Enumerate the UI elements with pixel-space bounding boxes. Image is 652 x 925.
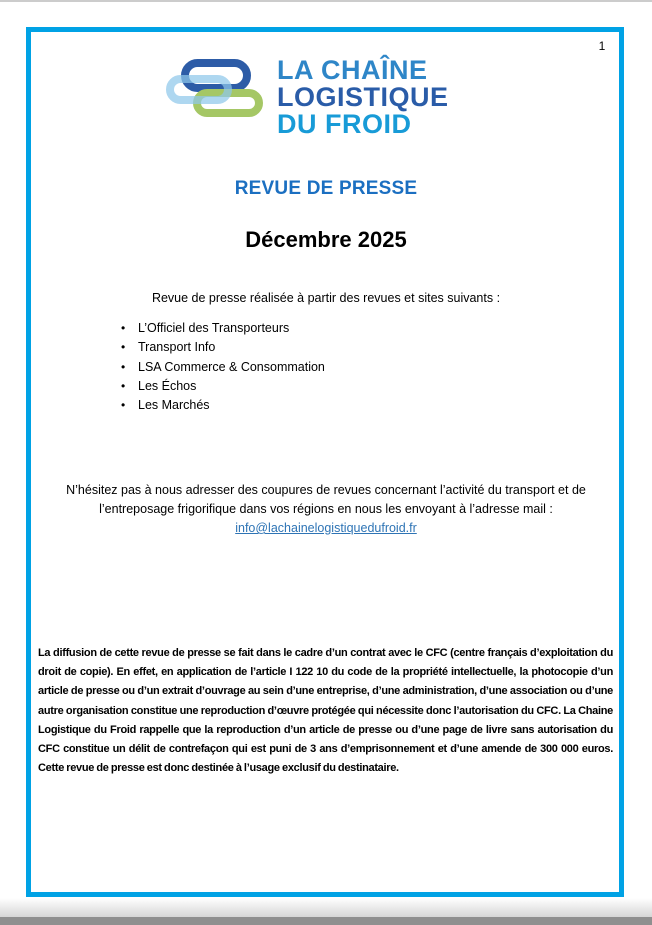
document-title: REVUE DE PRESSE	[234, 178, 418, 199]
logo-line-1: LA CHAÎNE	[277, 55, 428, 85]
list-item	[121, 396, 325, 415]
contact-email-line	[56, 519, 596, 538]
intro-line: Revue de presse réalisée à partir des revues et sites suivants :	[151, 291, 501, 305]
logo-line-3: DU FROID	[277, 109, 412, 139]
source-name: Transport Info	[138, 340, 216, 355]
source-name: Les Marchés	[138, 398, 210, 413]
logo-wordmark	[277, 57, 449, 138]
list-item	[121, 358, 325, 377]
source-name: LSA Commerce & Consommation	[138, 359, 325, 374]
logo-line-2: LOGISTIQUE	[277, 82, 449, 112]
sources-list	[121, 319, 325, 415]
source-name: Les Échos	[138, 378, 197, 393]
page-separator-bar	[0, 917, 652, 925]
page-bottom-shadow	[0, 898, 652, 917]
source-name: L’Officiel des Transporteurs	[138, 321, 290, 335]
contact-text-line-2: l’entreposage frigorifique dans vos régions en nous les envoyant à l’adresse mail :	[99, 502, 553, 516]
list-item	[121, 377, 325, 396]
page-top-edge	[0, 0, 652, 2]
list-item	[121, 319, 325, 338]
chain-links-icon	[166, 57, 266, 119]
email-link[interactable]: info@lachainelogistiquedufroid.fr	[235, 521, 417, 535]
contact-block	[56, 481, 596, 538]
page-number: 1	[598, 39, 606, 53]
list-item	[121, 338, 325, 357]
document-subtitle: Décembre 2025	[245, 227, 407, 252]
legal-notice: La diffusion de cette revue de presse se fait dans le cadre d’un contrat avec le CFC (centre français d’exploitation du droit de copie). En effet, en application de l’article I 122 10 du code de la propriété intellectuelle, la photocopie d’un article de presse ou d’un extrait d’ouvrage au sein d’une entreprise, d’une administration, d’une association ou d’une autre organisation constitue une reproduction d’œuvre protégée qui nécessite donc l’autorisation du CFC. La Chaine Logistique du Froid rappelle que la reproduction d’un article de presse ou d’une page de livre sans autorisation du CFC constitue un délit de contrefaçon qui est puni de 3 ans d’emprisonnement et d’une amende de 300 000 euros. Cette revue de presse est donc destinée à l’usage exclusif du destinataire.	[38, 647, 613, 775]
contact-text-line-1: N’hésitez pas à nous adresser des coupures de revues concernant l’activité du transport et de	[66, 483, 586, 497]
